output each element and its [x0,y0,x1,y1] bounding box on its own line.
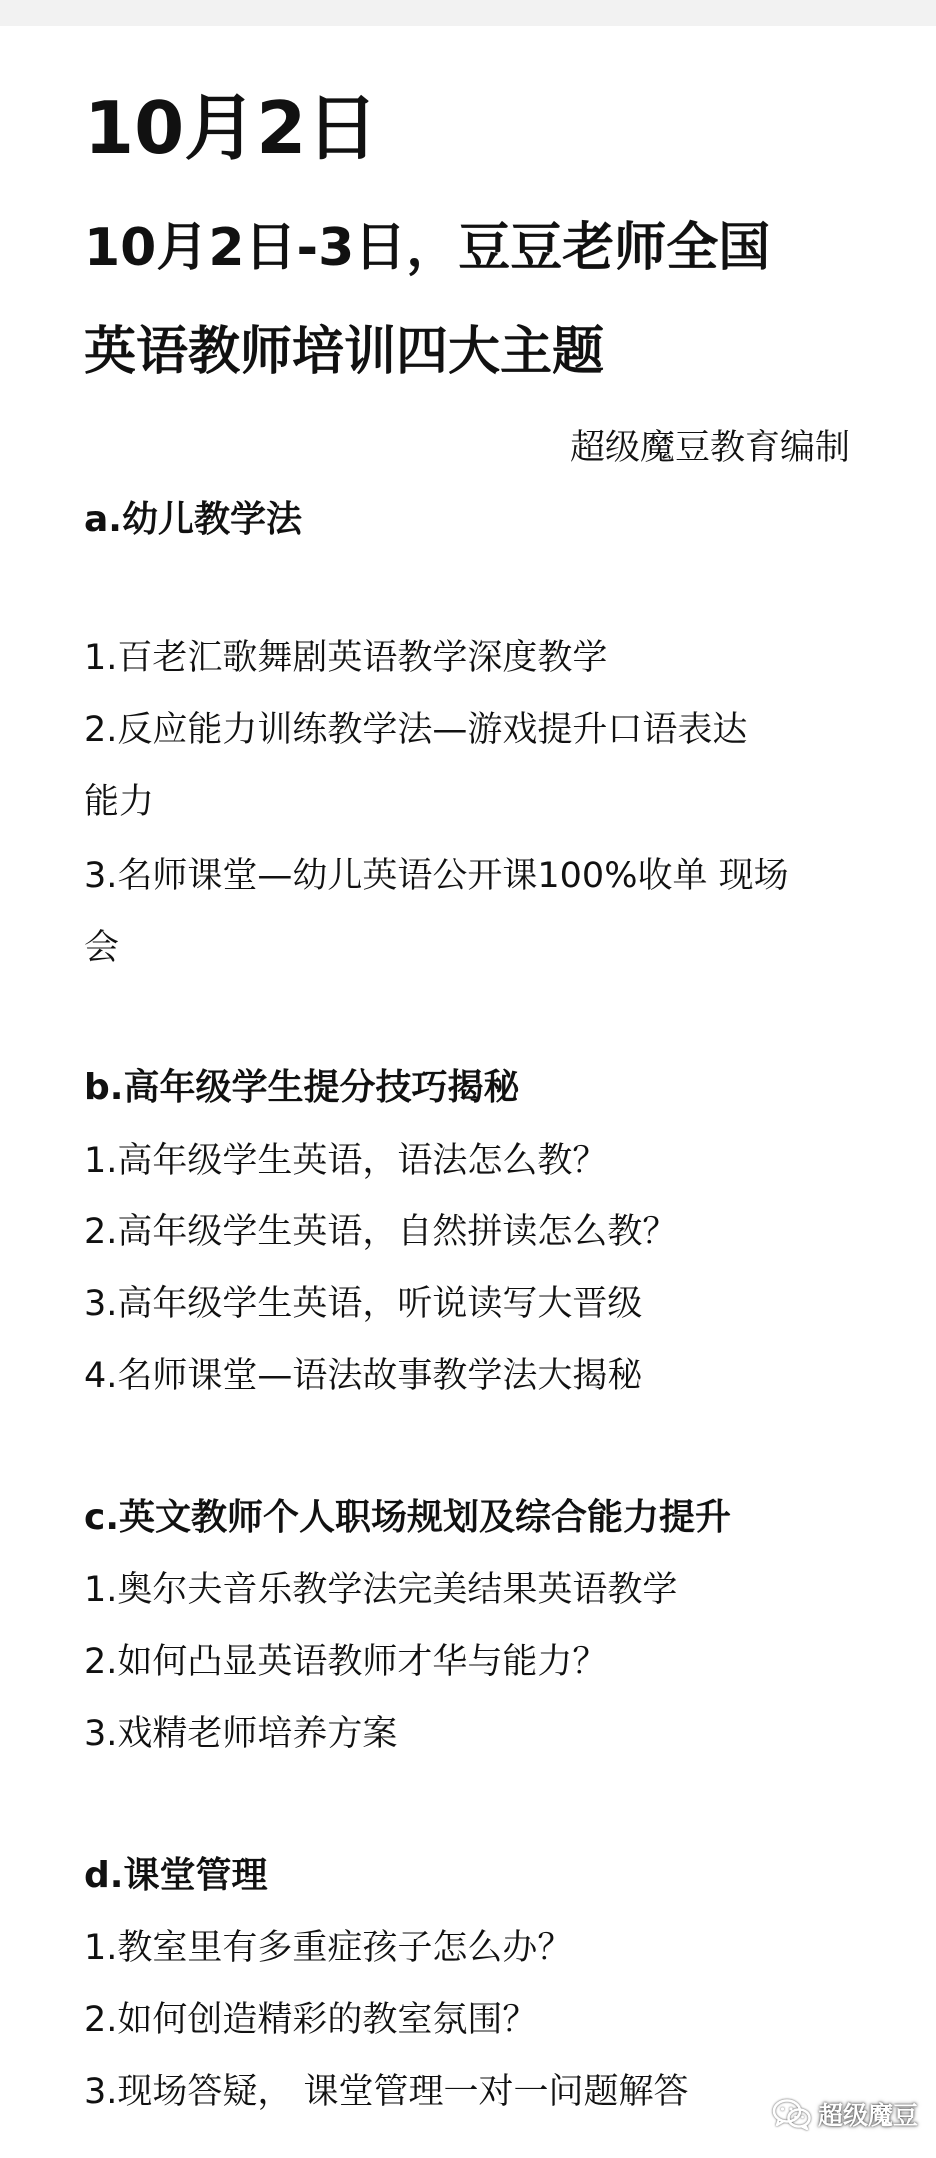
list-item: 2.高年级学生英语，自然拼读怎么教？ [84,1212,678,1252]
list-item: 3.戏精老师培养方案 [84,1714,398,1754]
top-band [0,0,936,26]
list-item: 1.高年级学生英语，语法怎么教？ [84,1141,608,1181]
list-item: 3.现场答疑， 课堂管理一对一问题解答 [84,2072,689,2112]
list-item: 4.名师课堂—语法故事教学法大揭秘 [84,1356,643,1396]
wechat-icon [772,2098,812,2130]
list-item: 2.如何创造精彩的教室氛围？ [84,2000,538,2040]
list-item: 3.名师课堂—幼儿英语公开课100%收单 现场 [84,856,789,896]
watermark-text: 超级魔豆 [817,2101,918,2130]
section-heading-b: b.高年级学生提分技巧揭秘 [84,1067,520,1108]
list-item: 2.如何凸显英语教师才华与能力？ [84,1642,608,1682]
list-item: 2.反应能力训练教学法—游戏提升口语表达 [84,710,748,750]
list-item: 会 [84,928,120,968]
article-title-line-2: 英语教师培训四大主题 [84,322,605,382]
list-item: 1.教室里有多重症孩子怎么办？ [84,1928,573,1968]
section-heading-d: d.课堂管理 [84,1855,268,1896]
list-item: 能力 [84,782,155,822]
date-heading: 10月2日 [84,86,379,170]
list-item: 1.百老汇歌舞剧英语教学深度教学 [84,638,608,678]
watermark [772,2096,918,2132]
article-title-line-1: 10月2日-3日，豆豆老师全国 [84,218,771,278]
section-heading-a: a.幼儿教学法 [84,499,302,540]
list-item: 1.奥尔夫音乐教学法完美结果英语教学 [84,1570,678,1610]
section-heading-c: c.英文教师个人职场规划及综合能力提升 [84,1497,732,1538]
list-item: 3.高年级学生英语，听说读写大晋级 [84,1284,643,1324]
credit-line: 超级魔豆教育编制 [569,428,850,468]
